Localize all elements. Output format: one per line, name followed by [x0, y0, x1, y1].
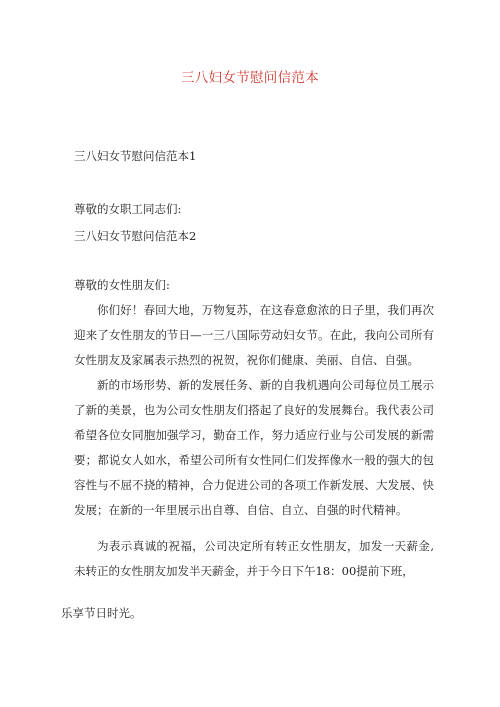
body-paragraph-2: 新的市场形势、新的发展任务、新的自我机遇向公司每位员工展示了新的美景，也为公司女性朋友们搭起了良好的发展舞台。我代表公司希望各位女同胞加强学习，勤奋工作，努力适应行业与公司发展的新需要；都说女人如水，希望公司所有女性同仁们发挥像水一般的强大的包容性与不屈不挠的精神，合力促进公司的各项工作新发展、大发展、快发展；在新的一年里展示出自尊、自信、自立、自强的时代精神。	[74, 378, 434, 517]
body-paragraph-3: 为表示真诚的祝福，公司决定所有转正女性朋友，加发一天薪金,未转正的女性朋友加发半天薪金，并于今日下午18：00提前下班，	[74, 539, 434, 578]
section-heading-1: 三八妇女节慰问信范本1	[74, 149, 197, 163]
salutation-1: 尊敬的女职工同志们:	[74, 202, 182, 216]
body-paragraph-1: 你们好！春回大地，万物复苏，在这春意愈浓的日子里，我们再次迎来了女性朋友的节日—一三八国际劳动妇女节。在此，我向公司所有女性朋友及家属表示热烈的祝贺，祝你们健康、美丽、自信、自强。	[74, 303, 434, 367]
closing-line: 乐享节日时光。	[61, 606, 142, 620]
salutation-2: 尊敬的女性朋友们:	[74, 278, 170, 292]
document-title: 三八妇女节慰问信范本	[181, 70, 319, 86]
section-heading-2: 三八妇女节慰问信范本2	[74, 229, 197, 243]
